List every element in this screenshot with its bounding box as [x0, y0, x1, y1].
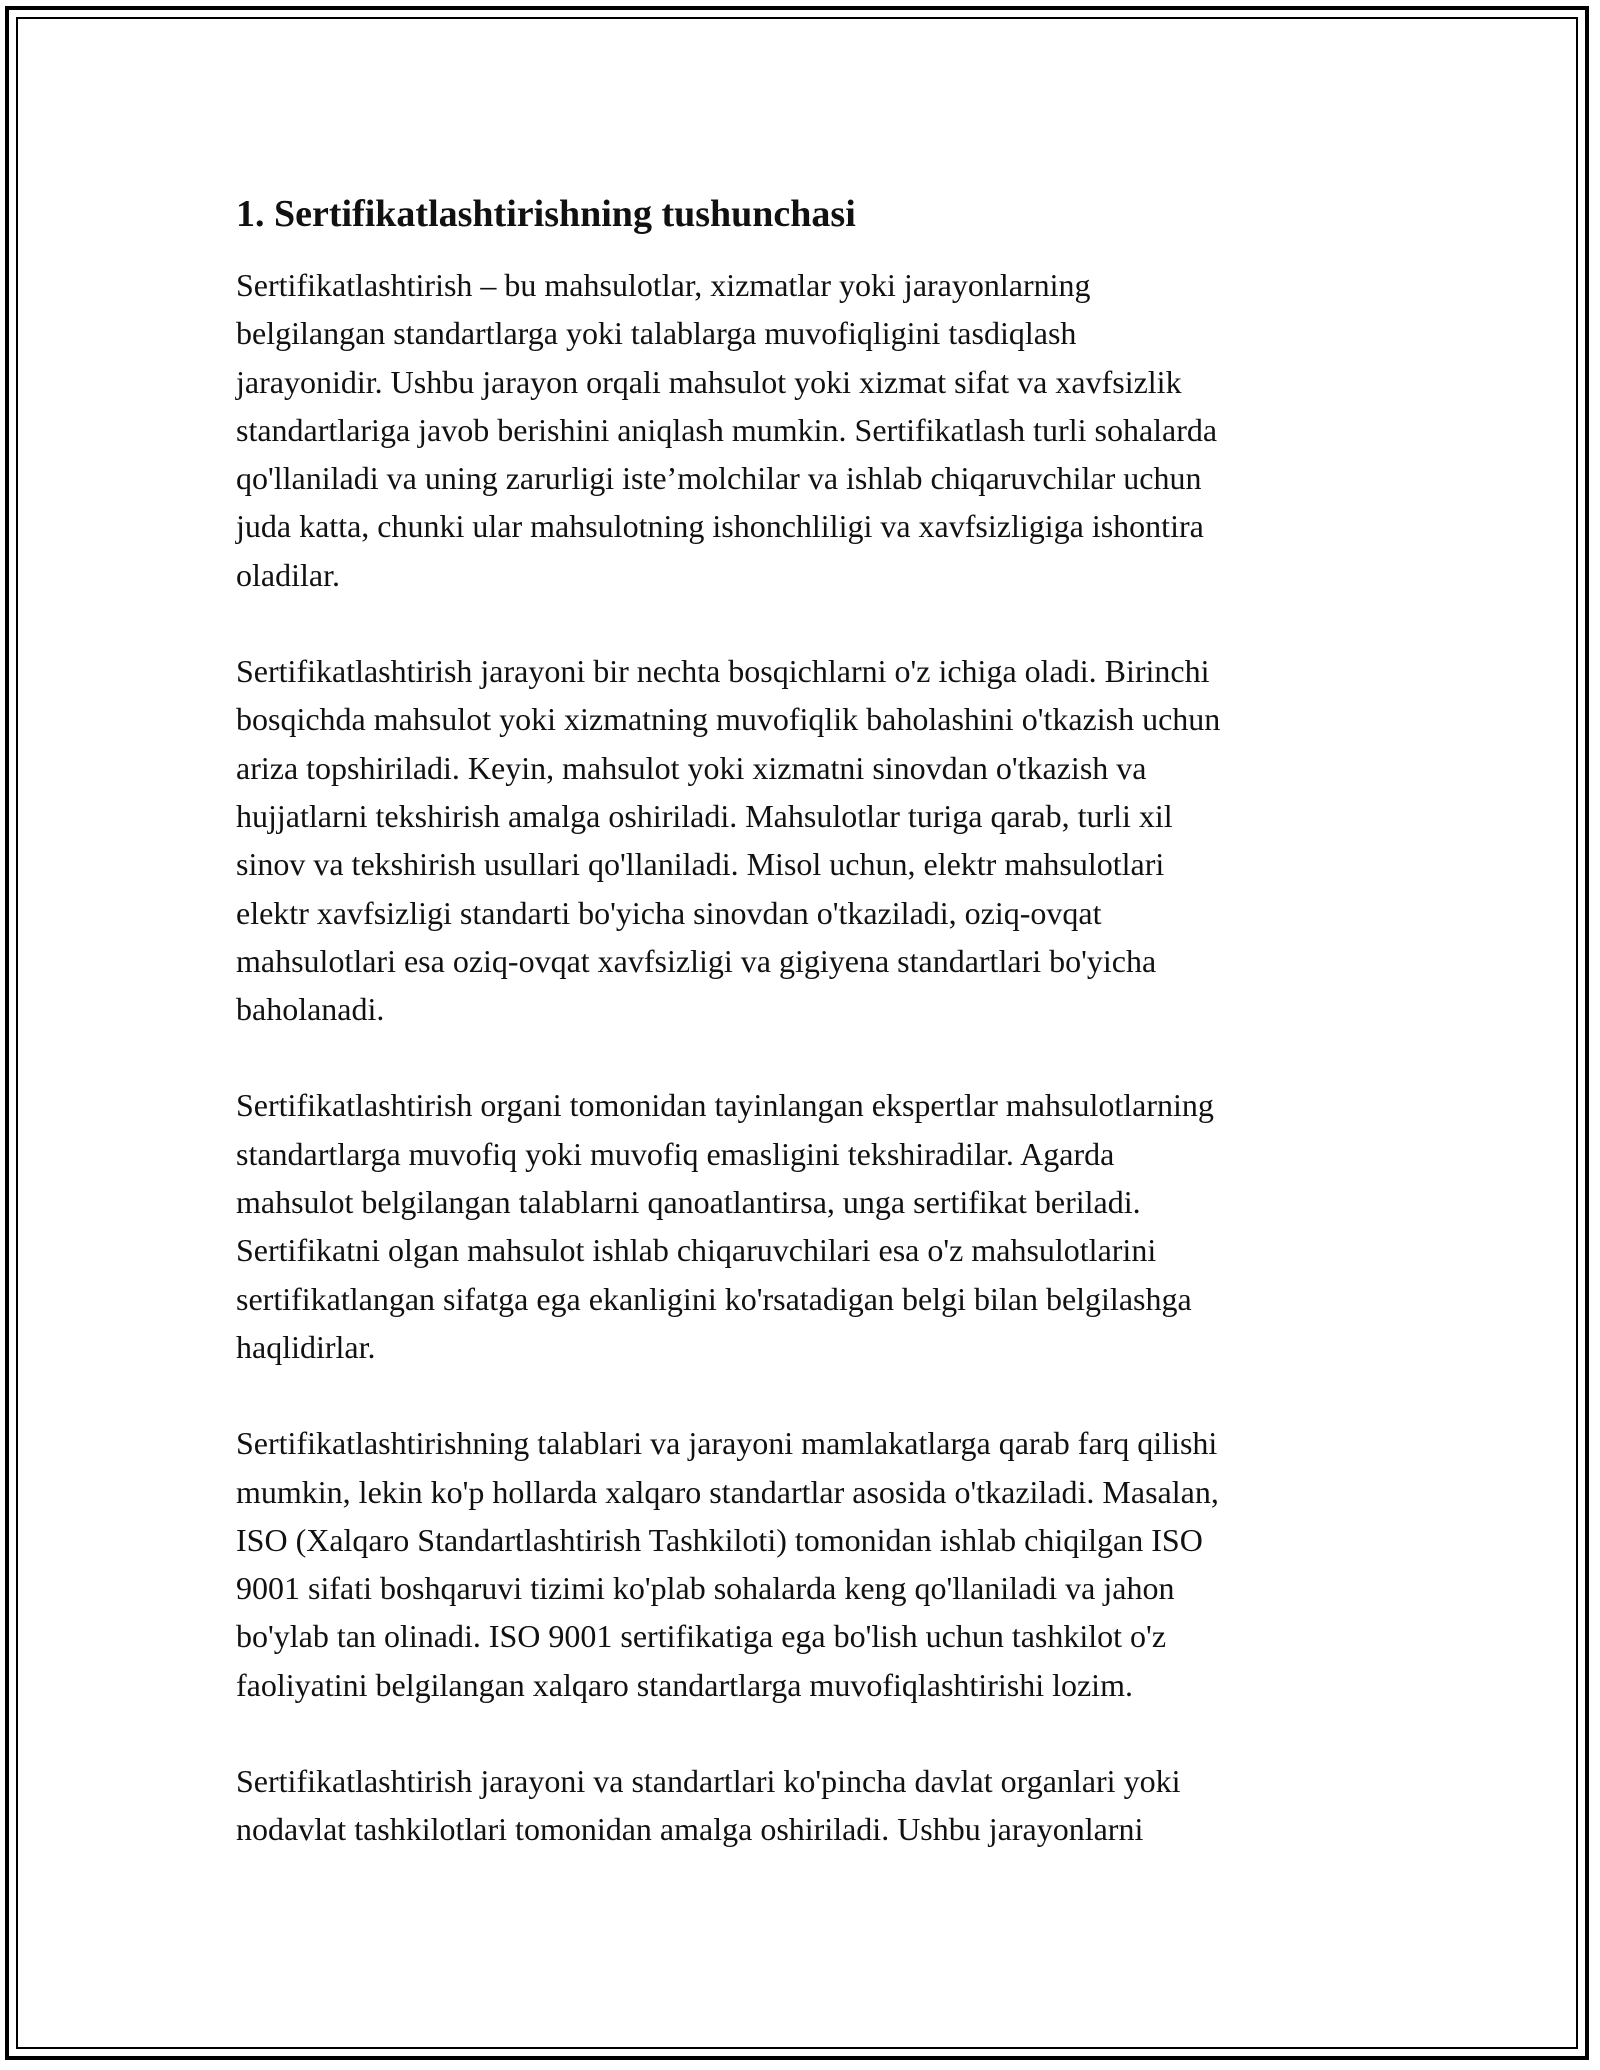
- paragraph-2: Sertifikatlashtirish jarayoni bir nechta bosqichlarni o'z ichiga oladi. Birinchi bosqichda mahsulot yoki xizmatning muvofiqlik baholashini o'tkazish uchun ariza topshiriladi. Keyin, mahsulot yoki xizmatni sinovdan o'tkazish va hujjatlarni tekshirish amalga oshiriladi. Mahsulotlar turiga qarab, turli xil sinov va tekshirish usullari qo'llaniladi. Misol uchun, elektr mahsulotlari elektr xavfsizligi standarti bo'yicha sinovdan o'tkaziladi, oziq-ovqat mahsulotlari esa oziq-ovqat xavfsizligi va gigiyena standartlari bo'yicha baholanadi.: [236, 653, 1221, 1028]
- paragraph-4: Sertifikatlashtirishning talablari va jarayoni mamlakatlarga qarab farq qilishi mumkin, lekin ko'p hollarda xalqaro standartlar asosida o'tkaziladi. Masalan, ISO (Xalqaro Standartlashtirish Tashkiloti) tomonidan ishlab chiqilgan ISO 9001 sifati boshqaruvi tizimi ko'plab sohalarda keng qo'llaniladi va jahon bo'ylab tan olinadi. ISO 9001 sertifikatiga ega bo'lish uchun tashkilot o'z faoliyatini belgilangan xalqaro standartlarga muvofiqlashtirishi lozim.: [236, 1425, 1219, 1703]
- paragraph-3: Sertifikatlashtirish organi tomonidan tayinlangan ekspertlar mahsulotlarning standartlarga muvofiq yoki muvofiq emasligini tekshiradilar. Agarda mahsulot belgilangan talablarni qanoatlantirsa, unga sertifikat beriladi. Sertifikatni olgan mahsulot ishlab chiqaruvchilari esa o'z mahsulotlarini sertifikatlangan sifatga ega ekanligini ko'rsatadigan belgi bilan belgilashga haqlidirlar.: [236, 1087, 1214, 1365]
- paragraph-5: Sertifikatlashtirish jarayoni va standartlari ko'pincha davlat organlari yoki nodavlat tashkilotlari tomonidan amalga oshiriladi. Ushbu jarayonlarni: [236, 1763, 1181, 1848]
- section-heading: 1. Sertifikatlashtirishning tushunchasi: [236, 193, 856, 235]
- document-body: [236, 190, 1386, 1902]
- paragraph-1: Sertifikatlashtirish – bu mahsulotlar, xizmatlar yoki jarayonlarning belgilangan standartlarga yoki talablarga muvofiqligini tasdiqlash jarayonidir. Ushbu jarayon orqali mahsulot yoki xizmat sifat va xavfsizlik standartlariga javob berishini aniqlash mumkin. Sertifikatlash turli sohalarda qo'llaniladi va uning zarurligi iste’molchilar va ishlab chiqaruvchilar uchun juda katta, chunki ular mahsulotning ishonchliligi va xavfsizligiga ishontira oladilar.: [236, 267, 1218, 593]
